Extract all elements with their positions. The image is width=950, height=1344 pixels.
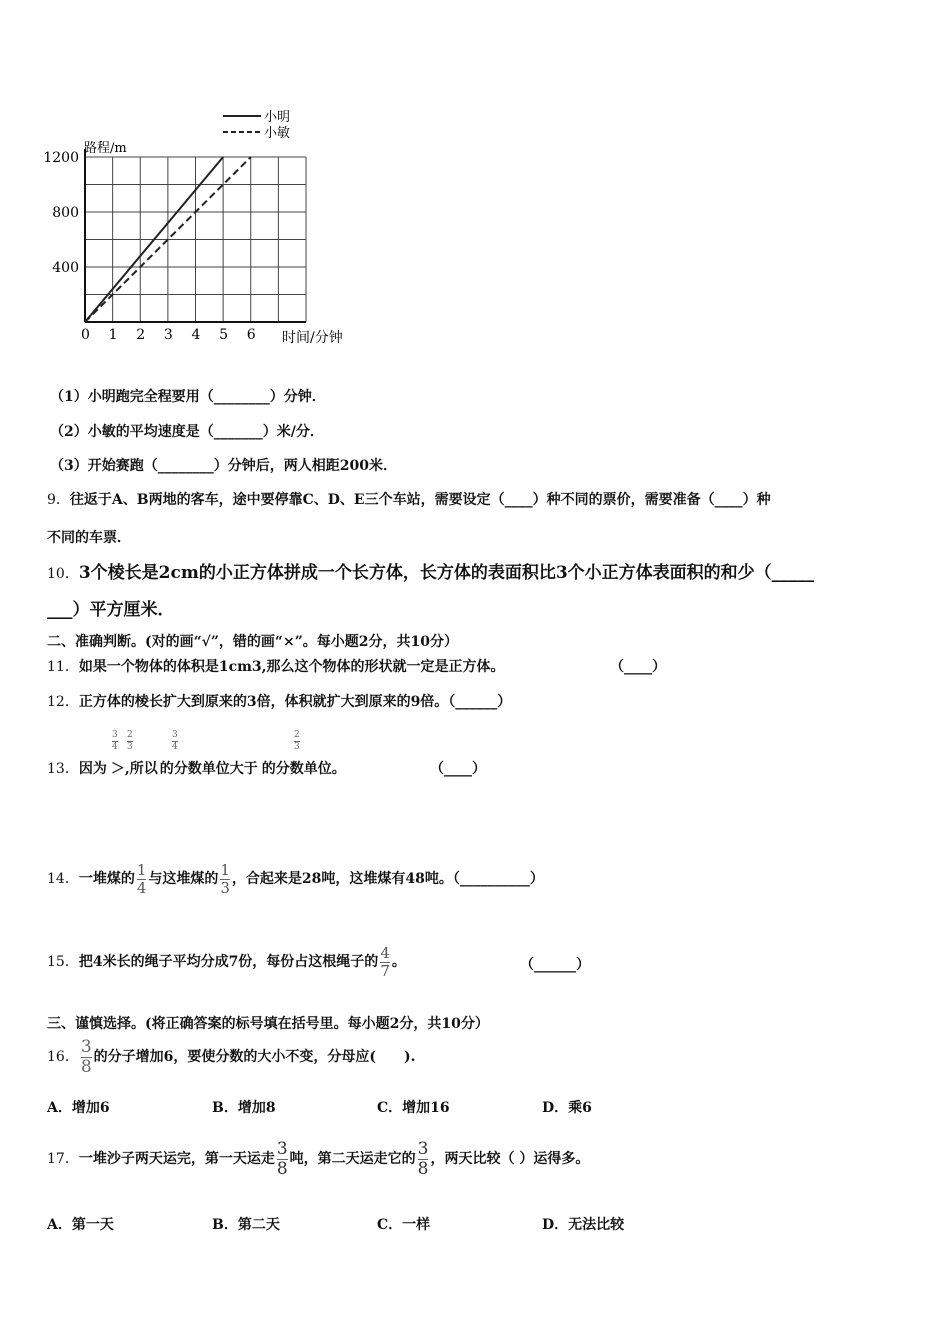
y-tick-label: 800: [52, 205, 79, 221]
q11-number: 11．: [47, 659, 79, 675]
q14-text-a: 一堆煤的: [78, 871, 135, 887]
q8-part1: （1）小明跑完全程要用（________）分钟．: [50, 389, 326, 405]
q17-option-d[interactable]: D．无法比较: [542, 1217, 625, 1233]
x-tick-label: 3: [163, 327, 173, 343]
y-tick-label: 400: [52, 260, 79, 276]
q13-answer-blank[interactable]: （____）: [430, 761, 486, 777]
q10-text-line2: ___）平方厘米．: [47, 600, 175, 620]
fraction-2-3: 2 3: [127, 730, 133, 752]
q17: [47, 1134, 589, 1184]
chart-ticks: [43, 150, 255, 343]
chart-grid: [85, 157, 306, 322]
q16-option-a[interactable]: A．增加6: [47, 1100, 110, 1116]
x-tick-label: 0: [81, 327, 90, 343]
line-chart: [38, 100, 398, 355]
q12: [47, 691, 511, 711]
q15-number: 15．: [47, 954, 79, 970]
q13-text-a: 因为: [78, 761, 107, 777]
q17-option-c[interactable]: C．一样: [377, 1217, 431, 1233]
q13-text-b: ＞: [110, 761, 125, 777]
q12-text: 正方体的棱长扩大到原来的3倍，体积就扩大到原来的9倍。（______）: [78, 694, 512, 710]
q16-text: 的分子增加6，要使分数的大小不变，分母应( ).: [93, 1049, 416, 1065]
q13-number: 13．: [47, 761, 79, 777]
q15: [47, 941, 406, 983]
x-tick-label: 1: [108, 327, 118, 343]
fraction-3-4: 3 4: [112, 730, 118, 752]
q10-text-line1: 3个棱长是2cm的小正方体拼成一个长方体，长方体的表面积比3个小正方体表面积的和少（_____: [78, 563, 815, 583]
q16-number: 16．: [47, 1049, 79, 1065]
q17-text-a: 一堆沙子两天运完，第一天运走: [78, 1151, 275, 1167]
q14: [47, 858, 544, 900]
q17-option-a[interactable]: A．第一天: [47, 1217, 114, 1233]
q16: [47, 1036, 416, 1078]
q9: [47, 489, 771, 509]
q11-answer-blank[interactable]: （____）: [610, 659, 666, 675]
fraction-3-8-c: $\frac{3}{8}$: [417, 1138, 429, 1179]
q14-number: 14．: [47, 871, 79, 887]
q11-text: 如果一个物体的体积是1cm3,那么这个物体的形状就一定是正方体。: [78, 659, 505, 675]
q14-text-c: ，合起来是28吨，这堆煤有48吨。（__________）: [231, 871, 544, 887]
q10: [47, 558, 814, 583]
q15-answer-blank[interactable]: （______）: [520, 957, 590, 973]
fraction-3-4-b: 3 4: [172, 730, 178, 752]
q16-option-d[interactable]: D．乘6: [542, 1100, 592, 1116]
legend-label: 小明: [264, 110, 291, 125]
fraction-4-7: $\frac{4}{7}$: [380, 943, 390, 980]
q15-text-a: 把4米长的绳子平均分成7份，每份占这根绳子的: [78, 954, 379, 970]
y-tick-label: 1200: [43, 150, 79, 166]
q15-text-b: 。: [391, 954, 406, 970]
q9-text-line2: 不同的车票．: [47, 530, 131, 546]
fraction-3-8-b: $\frac{3}{8}$: [276, 1138, 288, 1179]
chart-legend: [223, 110, 290, 141]
q17-text-c: ，两天比较（ ）运得多。: [430, 1151, 590, 1167]
q17-option-b[interactable]: B．第二天: [212, 1217, 280, 1233]
legend-label: 小敏: [264, 126, 291, 141]
fraction-3-8: $\frac{3}{8}$: [80, 1036, 92, 1077]
q11: [47, 656, 505, 676]
q16-option-b[interactable]: B．增加8: [212, 1100, 276, 1116]
q13-text-e: 的分数单位。: [261, 761, 346, 777]
section-2-heading: 二、准确判断。(对的画“√”，错的画“×”。每小题2分，共10分）: [47, 634, 458, 650]
fraction-1-4: $\frac{1}{4}$: [136, 860, 147, 897]
fraction-1-3: $\frac{1}{3}$: [220, 860, 230, 897]
q12-number: 12．: [47, 694, 79, 710]
q17-text-b: 吨，第二天运走它的: [289, 1151, 416, 1167]
q9-text-line1: 往返于A、B两地的客车，途中要停靠C、D、E三个车站，需要设定（____）种不同的票价，需要准备（____）种: [69, 492, 771, 508]
q13-text-c: ,所以: [124, 761, 158, 777]
q13: [47, 758, 346, 778]
q10-number: 10．: [47, 566, 79, 582]
x-tick-label: 4: [191, 327, 201, 343]
x-tick-label: 6: [246, 327, 256, 343]
section-3-heading: 三、谨慎选择。(将正确答案的标号填在括号里。每小题2分，共10分）: [47, 1016, 489, 1032]
q16-option-c[interactable]: C．增加16: [377, 1100, 450, 1116]
x-tick-label: 2: [136, 327, 146, 343]
q9-number: 9．: [47, 492, 70, 508]
fraction-2-3-b: 2 3: [294, 730, 300, 752]
x-axis-label: 时间/分钟: [282, 330, 343, 346]
y-axis-label: 路程/m: [84, 141, 127, 156]
q8-part3: （3）开始赛跑（________）分钟后，两人相距200米．: [50, 458, 397, 474]
q17-number: 17．: [47, 1151, 79, 1167]
q13-text-d: 的分数单位大于: [159, 761, 258, 777]
x-tick-label: 5: [219, 327, 229, 343]
q8-part2: （2）小敏的平均速度是（_______）米/分．: [50, 424, 324, 440]
q14-text-b: 与这堆煤的: [148, 871, 219, 887]
